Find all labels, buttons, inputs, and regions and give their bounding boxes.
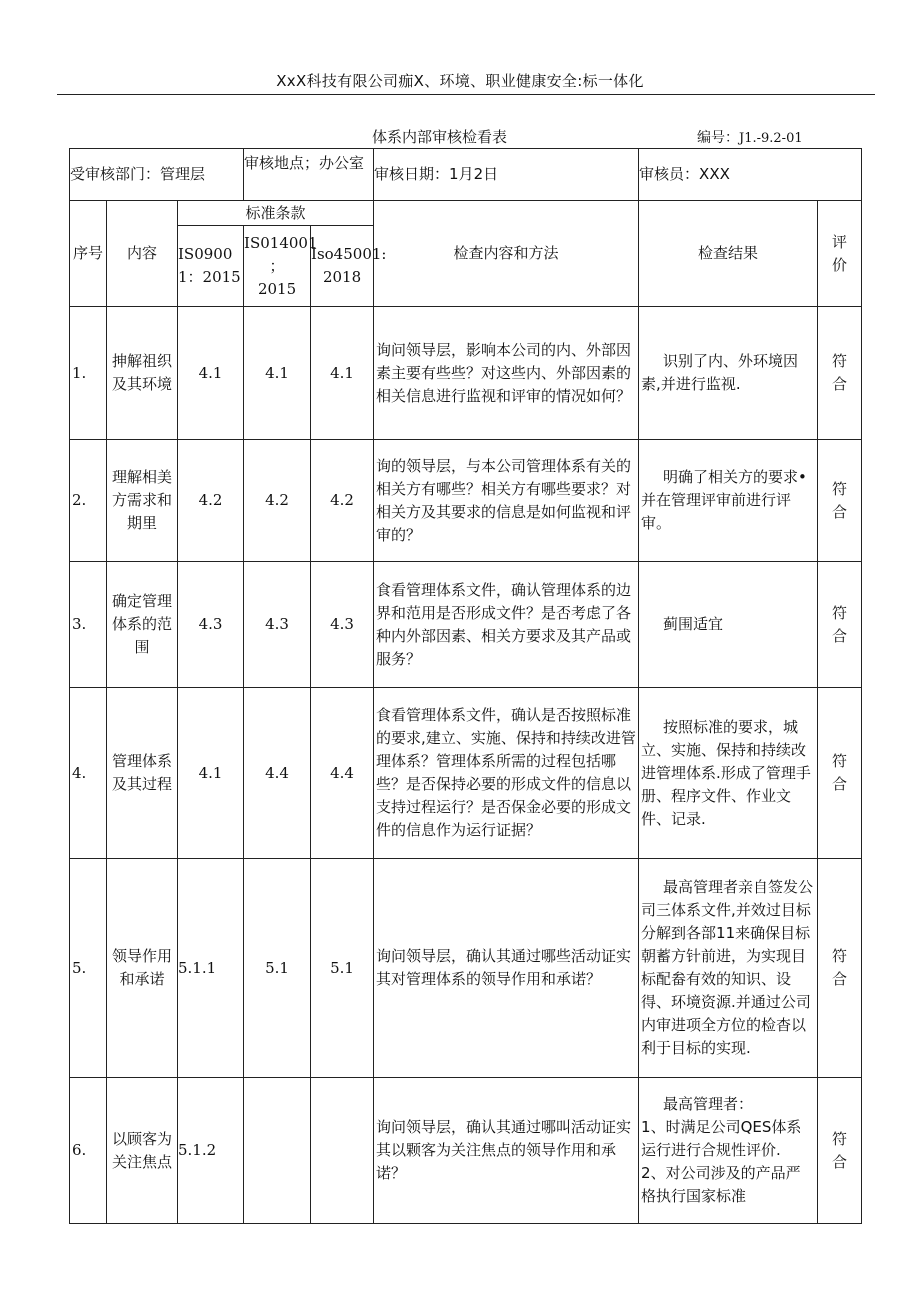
row-content [107, 440, 178, 562]
col-iso45001-label: Iso45001: 2018 [311, 245, 387, 286]
col-method-header: 检查内容和方法 [374, 201, 639, 307]
row-seq: 6. [70, 1078, 107, 1224]
col-content-header: 内容 [107, 201, 178, 307]
row-result-text: 识别了内、外环境因素,并进行监视. [641, 352, 799, 393]
col-iso14001-line3: 2015 [257, 279, 297, 298]
row-seq: 3. [70, 562, 107, 688]
row-method: 食看管理体系文件，确认管理体系的边界和范用是否形成文件？是否考虑了各种内外部因素、相关方要求及其产品或服务？ [374, 562, 639, 688]
row-content-text: 以顾客为关注焦点 [111, 1129, 172, 1171]
row-eval [818, 562, 862, 688]
row-std-iso9001: 4.3 [178, 562, 244, 688]
row-std-iso45001: 4.2 [311, 440, 374, 562]
row-std-iso9001: 4.1 [178, 307, 244, 440]
audit-location: 审核地点；办公室 [244, 149, 374, 201]
header-row-1 [70, 201, 862, 226]
audited-dept: 受审核部门：管理层 [70, 149, 244, 201]
row-content [107, 1078, 178, 1224]
row-result-line: 最高管理者： [663, 1095, 754, 1113]
row-content [107, 688, 178, 859]
row-std-iso9001: 5.1.1 [178, 859, 244, 1078]
audit-checklist-table [69, 148, 862, 1224]
row-seq: 5. [70, 859, 107, 1078]
table-row [70, 562, 862, 688]
row-std-iso45001 [311, 1078, 374, 1224]
row-eval [818, 1078, 862, 1224]
auditor: 审核员：XXX [639, 149, 862, 201]
col-iso14001-line2: ； [269, 256, 285, 275]
row-result [639, 859, 818, 1078]
header-divider [57, 94, 875, 95]
doc-number [697, 127, 803, 147]
row-eval-text: 符合 [832, 479, 848, 521]
row-content-text: 领导作用和承诺 [111, 947, 172, 988]
table-row [70, 440, 862, 562]
table-row [70, 1078, 862, 1224]
row-content-text: 确定管理体系的范围 [111, 592, 172, 656]
col-seq-header: 序号 [70, 201, 107, 307]
row-eval [818, 859, 862, 1078]
col-result-header: 检查结果 [639, 201, 818, 307]
row-method: 询问领导层，确认其通过哪叫活动证实其以颗客为关注焦点的领导作用和承诺？ [374, 1078, 639, 1224]
row-eval [818, 307, 862, 440]
row-result-text: 按照标准的要求，城立、实施、保持和持续改进管埋体系.形成了管理手册、程序文件、作业文件、记录. [641, 717, 811, 828]
table-row [70, 859, 862, 1078]
row-std-iso45001: 4.1 [311, 307, 374, 440]
row-content-text: 理解相美方需求和期里 [111, 468, 172, 532]
row-std-iso14001: 4.4 [244, 688, 311, 859]
row-content-text: 抻解祖织及其环境 [111, 352, 172, 393]
company-header: XxX科技有限公司痂X、环境、职业健康安全:标一体化 [276, 72, 644, 90]
row-result [639, 440, 818, 562]
col-iso9001-header [178, 226, 244, 307]
row-std-iso45001: 5.1 [311, 859, 374, 1078]
table-row [70, 307, 862, 440]
info-row [70, 149, 862, 201]
col-iso9001-label: IS0900 1：2015 [178, 245, 241, 286]
row-result [639, 562, 818, 688]
row-method: 食看管理体系文件，确认是否按照标准的要求,建立、实施、保持和持续改进管理体系？管理体系所需的过程包括哪些？是否保持必要的形成文件的信息以支持过程运行？是否保金必要的形成文件的信息作为运行证据？ [374, 688, 639, 859]
row-result [639, 307, 818, 440]
row-std-iso14001: 4.1 [244, 307, 311, 440]
row-std-iso14001 [244, 1078, 311, 1224]
row-eval-text: 符合 [832, 947, 848, 988]
row-result-line: 1、时满足公司QES体系运行进行合规性评价. [641, 1118, 802, 1159]
row-eval-text: 符合 [832, 352, 848, 393]
row-result-text: 明确了相关方的要求•并在管理评审前进行评审。 [641, 468, 807, 532]
row-std-iso14001: 4.3 [244, 562, 311, 688]
row-method: 询的领导层，与本公司管理体系有关的相关方有哪些？相关方有哪些要求？对相关方及其要求的信息是如何监视和评审的？ [374, 440, 639, 562]
row-eval-text: 符合 [832, 1129, 848, 1171]
row-eval-text: 符合 [832, 603, 848, 645]
row-std-iso14001: 5.1 [244, 859, 311, 1078]
form-title: 体系内部审核检看表 [372, 128, 508, 146]
row-result-line: 2、对公司涉及的产品严格执行国家标准 [641, 1164, 801, 1205]
row-std-iso9001: 4.1 [178, 688, 244, 859]
row-result [639, 688, 818, 859]
row-content [107, 562, 178, 688]
doc-number-label: 编号： [697, 130, 739, 146]
row-std-iso9001: 4.2 [178, 440, 244, 562]
col-iso14001-header [244, 226, 318, 307]
row-method: 询问领导层，确认其通过哪些活动证实其对管理体系的领导作用和承诺？ [374, 859, 639, 1078]
col-iso14001-line1: IS014001 [244, 233, 318, 252]
row-seq: 1. [70, 307, 107, 440]
table-row [70, 688, 862, 859]
audit-date: 审核日期：1月2日 [374, 149, 639, 201]
row-std-iso45001: 4.4 [311, 688, 374, 859]
row-eval [818, 688, 862, 859]
row-content-text: 管理体系及其过程 [111, 752, 172, 793]
row-result-text: 最高管理者亲自签发公司三体系文件,并效过目标分解到各部11来确保目标朝蓄方针前进，为实现目标配畚有效的知识、设得、环境资源.并通过公司内审进项全方位的检杳以利于目标的实现. [641, 878, 814, 1057]
row-result-text: 蓟围适宜 [663, 615, 724, 633]
row-eval [818, 440, 862, 562]
row-seq: 2. [70, 440, 107, 562]
row-std-iso45001: 4.3 [311, 562, 374, 688]
col-eval-label: 评价 [832, 232, 848, 274]
row-seq: 4. [70, 688, 107, 859]
col-standard-group-header: 标准条款 [178, 201, 374, 226]
row-std-iso9001: 5.1.2 [178, 1078, 244, 1224]
row-result [639, 1078, 818, 1224]
row-content [107, 859, 178, 1078]
row-content [107, 307, 178, 440]
row-eval-text: 符合 [832, 752, 848, 793]
row-method: 询问领导层，影响本公司的内、外部因素主要有些些？对这些内、外部因素的相关信息进行监视和评审的情况如何？ [374, 307, 639, 440]
col-iso45001-header [311, 226, 387, 307]
doc-number-value: J1.-9.2-01 [739, 131, 803, 146]
col-eval-header [818, 201, 862, 307]
row-std-iso14001: 4.2 [244, 440, 311, 562]
